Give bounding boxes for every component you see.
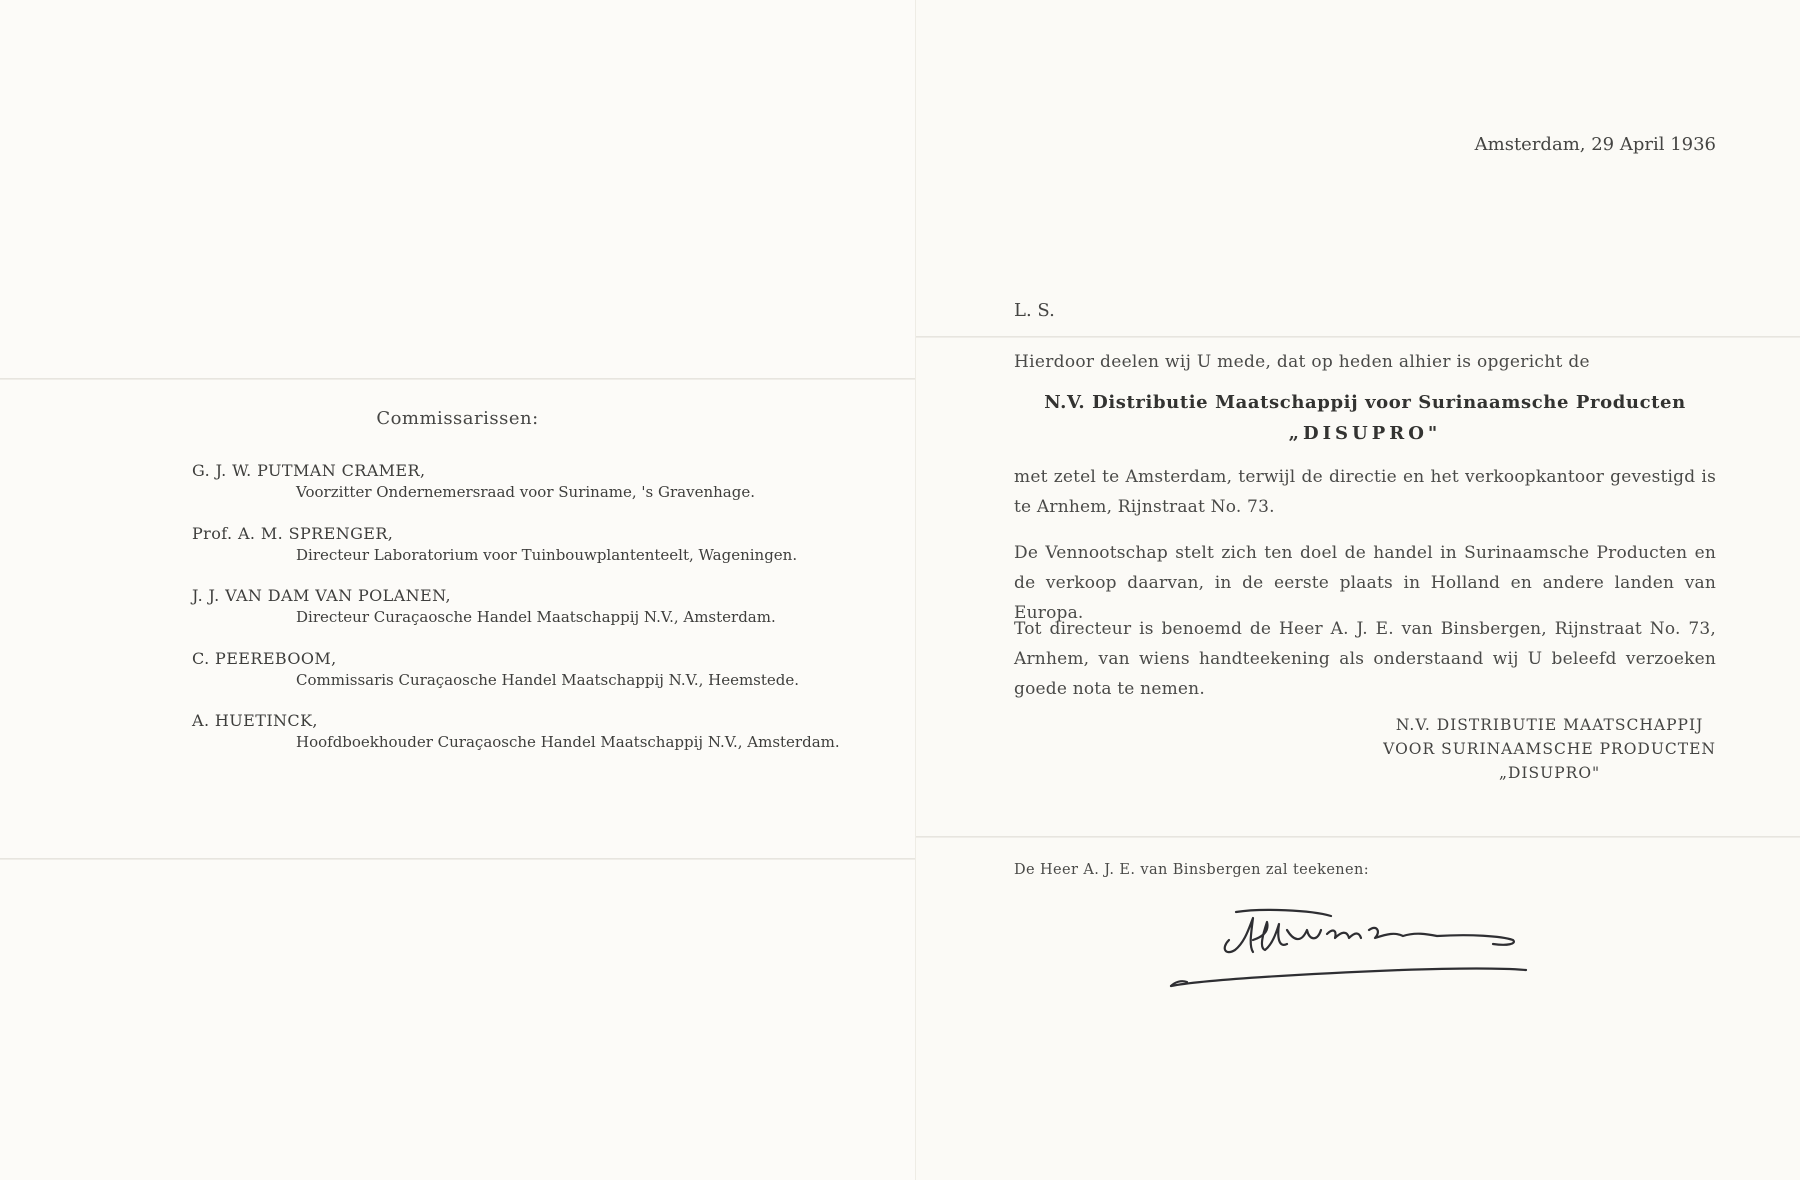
letter-date: Amsterdam, 29 April 1936 [1474, 134, 1716, 155]
commissioner-entry [192, 523, 797, 565]
commissioners-heading: Commissarissen: [376, 408, 539, 429]
body-paragraph: De Vennootschap stelt zich ten doel de handel in Surinaamsche Producten en de verkoop daarvan, in de eerste plaats in Holland en andere landen van Europa. [1014, 543, 1716, 623]
commissioner-role: Directeur Laboratorium voor Tuinbouwplantenteelt, Wageningen. [296, 546, 798, 564]
commissioner-role: Commissaris Curaçaosche Handel Maatschappij N.V., Heemstede. [296, 671, 800, 689]
commissioner-role: Directeur Curaçaosche Handel Maatschappij N.V., Amsterdam. [296, 608, 776, 626]
commissioner-name: J. J. VAN DAM VAN POLANEN, [192, 586, 451, 605]
commissioner-role: Voorzitter Ondernemersraad voor Suriname, 's Gravenhage. [296, 483, 755, 501]
paper-fold-line [916, 836, 1800, 838]
body-paragraph: met zetel te Amsterdam, terwijl de directie en het verkoopkantoor gevestigd is te Arnhem, Rijnstraat No. 73. [1014, 467, 1716, 517]
salutation: L. S. [1014, 300, 1055, 321]
paper-fold-line [916, 336, 1800, 338]
commissioner-name: G. J. W. PUTMAN CRAMER, [192, 461, 426, 480]
company-short-name: „DISUPRO" [1288, 423, 1442, 444]
closing-line: „DISUPRO" [1498, 764, 1601, 782]
commissioner-name: Prof. A. M. SPRENGER, [192, 524, 394, 543]
handwritten-signature [1141, 900, 1601, 1000]
paper-fold-line [0, 378, 915, 380]
closing-block [1383, 713, 1716, 785]
signature-note: De Heer A. J. E. van Binsbergen zal teekenen: [1014, 862, 1370, 878]
commissioner-entry [192, 648, 799, 690]
closing-line: N.V. DISTRIBUTIE MAATSCHAPPIJ [1395, 716, 1704, 734]
intro-line: Hierdoor deelen wij U mede, dat op heden alhier is opgericht de [1014, 352, 1590, 372]
company-name: N.V. Distributie Maatschappij voor Surinaamsche Producten [1044, 392, 1686, 413]
commissioner-name: C. PEEREBOOM, [192, 649, 337, 668]
commissioner-entry [192, 710, 840, 752]
commissioner-entry [192, 460, 755, 502]
body-paragraph: Tot directeur is benoemd de Heer A. J. E. van Binsbergen, Rijnstraat No. 73, Arnhem, van wiens handteekening als onderstaand wij U beleefd verzoeken goede nota te nemen. [1014, 619, 1716, 699]
paper-fold-line [0, 858, 915, 860]
right-page [915, 0, 1800, 1180]
commissioner-role: Hoofdboekhouder Curaçaosche Handel Maatschappij N.V., Amsterdam. [296, 733, 840, 751]
commissioner-name: A. HUETINCK, [192, 711, 318, 730]
commissioner-entry [192, 585, 776, 627]
closing-line: VOOR SURINAAMSCHE PRODUCTEN [1383, 740, 1716, 758]
